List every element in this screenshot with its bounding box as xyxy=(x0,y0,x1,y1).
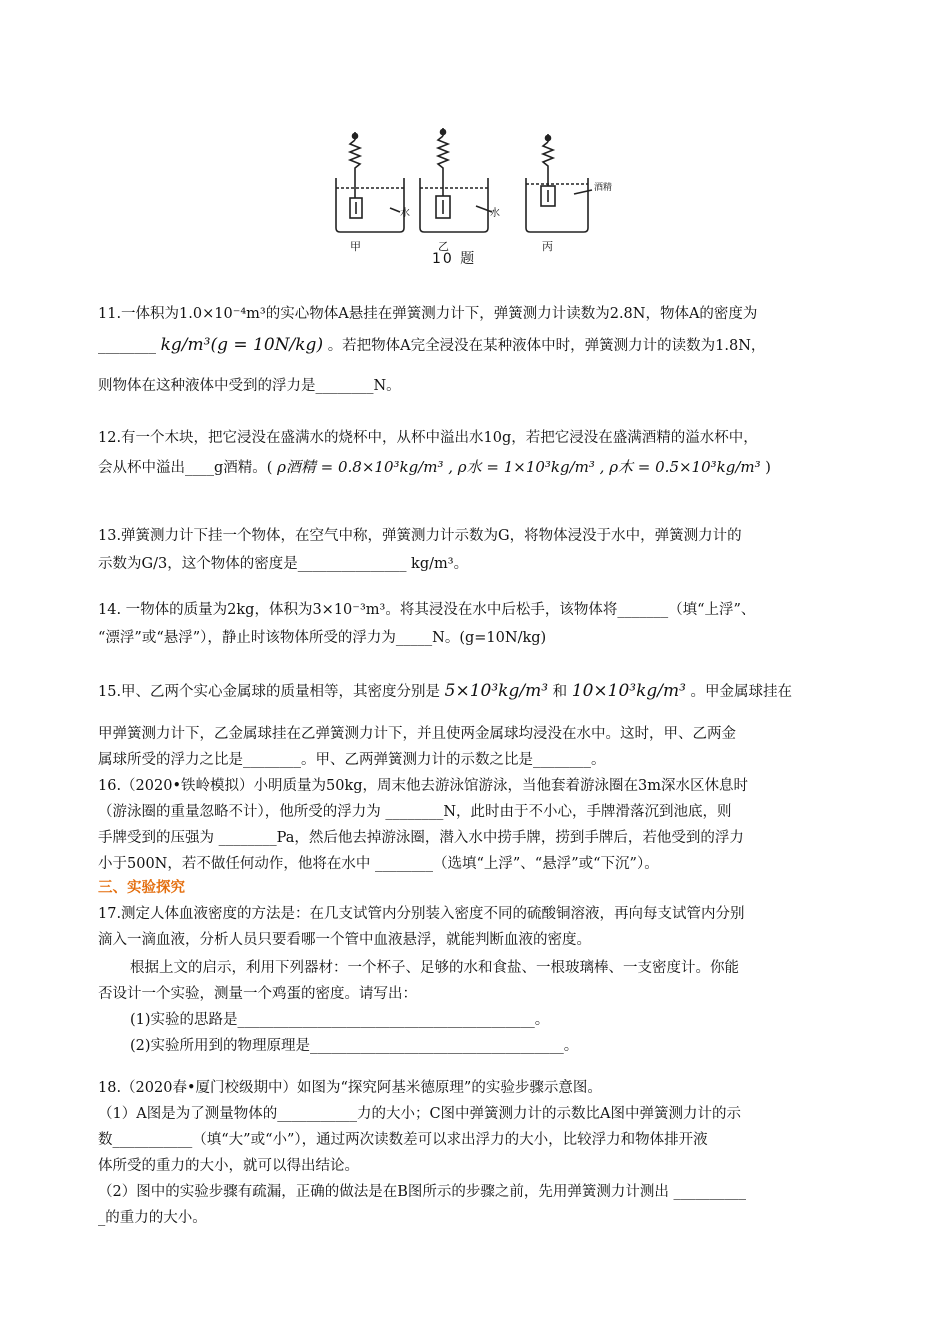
q16-line-2: （游泳圈的重量忽略不计），他所受的浮力为 ________N，此时由于不小心，手牌滑落沉到池底，则 xyxy=(98,804,732,820)
q12-line-1: 12.有一个木块，把它浸没在盛满水的烧杯中，从杯中溢出水10g，若把它浸没在盛满酒精的溢水杯中， xyxy=(98,430,758,446)
q14-line-1: 14. 一物体的质量为2kg，体积为3×10⁻³m³。将其浸没在水中后松手，该物体将_______（填“上浮”、 xyxy=(98,602,756,618)
q11-blank: ________ xyxy=(98,338,156,354)
beaker-jia xyxy=(336,132,404,232)
q15-line-1-text: 15.甲、乙两个实心金属球的质量相等，其密度分别是 xyxy=(98,684,441,700)
q13-line-2: 示数为G/3，这个物体的密度是_______________ kg/m³。 xyxy=(98,556,469,572)
liquid-label-water-1: 水 xyxy=(400,208,410,219)
q15-line-1-end: 。甲金属球挂在 xyxy=(690,684,793,700)
q12-line-2 xyxy=(98,456,771,477)
q18-line-4: 体所受的重力的大小，就可以得出结论。 xyxy=(98,1158,359,1174)
q12-density-formulas: ρ酒精 = 0.8×10³kg/m³ , ρ水 = 1×10³kg/m³ , ρ木 = 0.5×10³kg/m³ xyxy=(277,458,761,476)
q16-line-3: 手牌受到的压强为 ________Pa，然后他去掉游泳圈，潜入水中捞手牌，捞到手牌后，若他受到的浮力 xyxy=(98,830,744,846)
q11-unit-formula: kg/m³(g = 10N/kg) xyxy=(160,335,324,355)
q17-line-4: 否设计一个实验，测量一个鸡蛋的密度。请写出： xyxy=(98,986,417,1002)
q16-line-4: 小于500N，若不做任何动作，他将在水中 ________（选填“上浮”、“悬浮”或“下沉”）。 xyxy=(98,856,659,872)
section-heading-experiments: 三、实验探究 xyxy=(98,880,185,896)
q18-line-3: 数___________（填“大”或“小”），通过两次读数差可以求出浮力的大小，比较浮力和物体排开液 xyxy=(98,1132,708,1148)
q18-line-2: （1）A图是为了测量物体的___________力的大小；C图中弹簧测力计的示数比A图中弹簧测力计的示 xyxy=(98,1106,742,1122)
q14-line-2: “漂浮”或“悬浮”），静止时该物体所受的浮力为_____N。(g=10N/kg) xyxy=(98,630,547,646)
q18-line-5: （2）图中的实验步骤有疏漏，正确的做法是在B图所示的步骤之前，先用弹簧测力计测出 __________ xyxy=(98,1184,746,1200)
q15-and: 和 xyxy=(552,684,568,700)
q11-line-2-text: 。若把物体A完全浸没在某种液体中时，弹簧测力计的读数为1.8N， xyxy=(327,338,766,354)
q17-line-1: 17.测定人体血液密度的方法是：在几支试管内分别装入密度不同的硫酸铜溶液，再向每支试管内分别 xyxy=(98,906,745,922)
figure-caption: 10 题 xyxy=(432,251,477,267)
q12-line-2-end: ) xyxy=(765,460,771,476)
q13-line-1: 13.弹簧测力计下挂一个物体，在空气中称，弹簧测力计示数为G，将物体浸没于水中，弹簧测力计的 xyxy=(98,528,742,544)
q15-line-3: 属球所受的浮力之比是________。甲、乙两弹簧测力计的示数之比是________。 xyxy=(98,752,606,768)
label-yi: 乙 xyxy=(438,240,449,253)
q17-line-6: (2)实验所用到的物理原理是___________________________________。 xyxy=(130,1038,579,1054)
q15-density-1: 5×10³kg/m³ xyxy=(444,681,549,701)
q17-line-3: 根据上文的启示，利用下列器材：一个杯子、足够的水和食盐、一根玻璃棒、一支密度计。你能 xyxy=(130,960,739,976)
label-bing: 丙 xyxy=(542,240,553,253)
q18-line-1: 18.（2020春•厦门校级期中）如图为“探究阿基米德原理”的实验步骤示意图。 xyxy=(98,1080,602,1096)
q16-line-1: 16.（2020•铁岭模拟）小明质量为50kg，周末他去游泳馆游泳，当他套着游泳圈在3m深水区休息时 xyxy=(98,778,749,794)
q17-line-5: (1)实验的思路是_________________________________________。 xyxy=(130,1012,550,1028)
liquid-label-alcohol: 酒精 xyxy=(594,183,613,193)
q11-line-2 xyxy=(98,334,765,355)
question-10-figure xyxy=(330,128,630,268)
liquid-label-water-2: 水 xyxy=(490,208,500,219)
q12-line-2-text: 会从杯中溢出____g酒精。( xyxy=(98,460,273,476)
q18-line-6: _的重力的大小。 xyxy=(98,1210,207,1226)
q15-density-2: 10×10³kg/m³ xyxy=(571,681,686,701)
q15-line-2: 甲弹簧测力计下，乙金属球挂在乙弹簧测力计下，并且使两金属球均浸没在水中。这时，甲、乙两金 xyxy=(98,726,736,742)
beaker-bing xyxy=(526,134,592,232)
q17-line-2: 滴入一滴血液，分析人员只要看哪一个管中血液悬浮，就能判断血液的密度。 xyxy=(98,932,591,948)
beaker-yi xyxy=(420,128,492,232)
q11-line-1: 11.一体积为1.0×10⁻⁴m³的实心物体A悬挂在弹簧测力计下，弹簧测力计读数为2.8N，物体A的密度为 xyxy=(98,306,758,322)
q15-line-1 xyxy=(98,680,792,701)
q11-line-3: 则物体在这种液体中受到的浮力是________N。 xyxy=(98,378,401,394)
label-jia: 甲 xyxy=(350,240,361,253)
